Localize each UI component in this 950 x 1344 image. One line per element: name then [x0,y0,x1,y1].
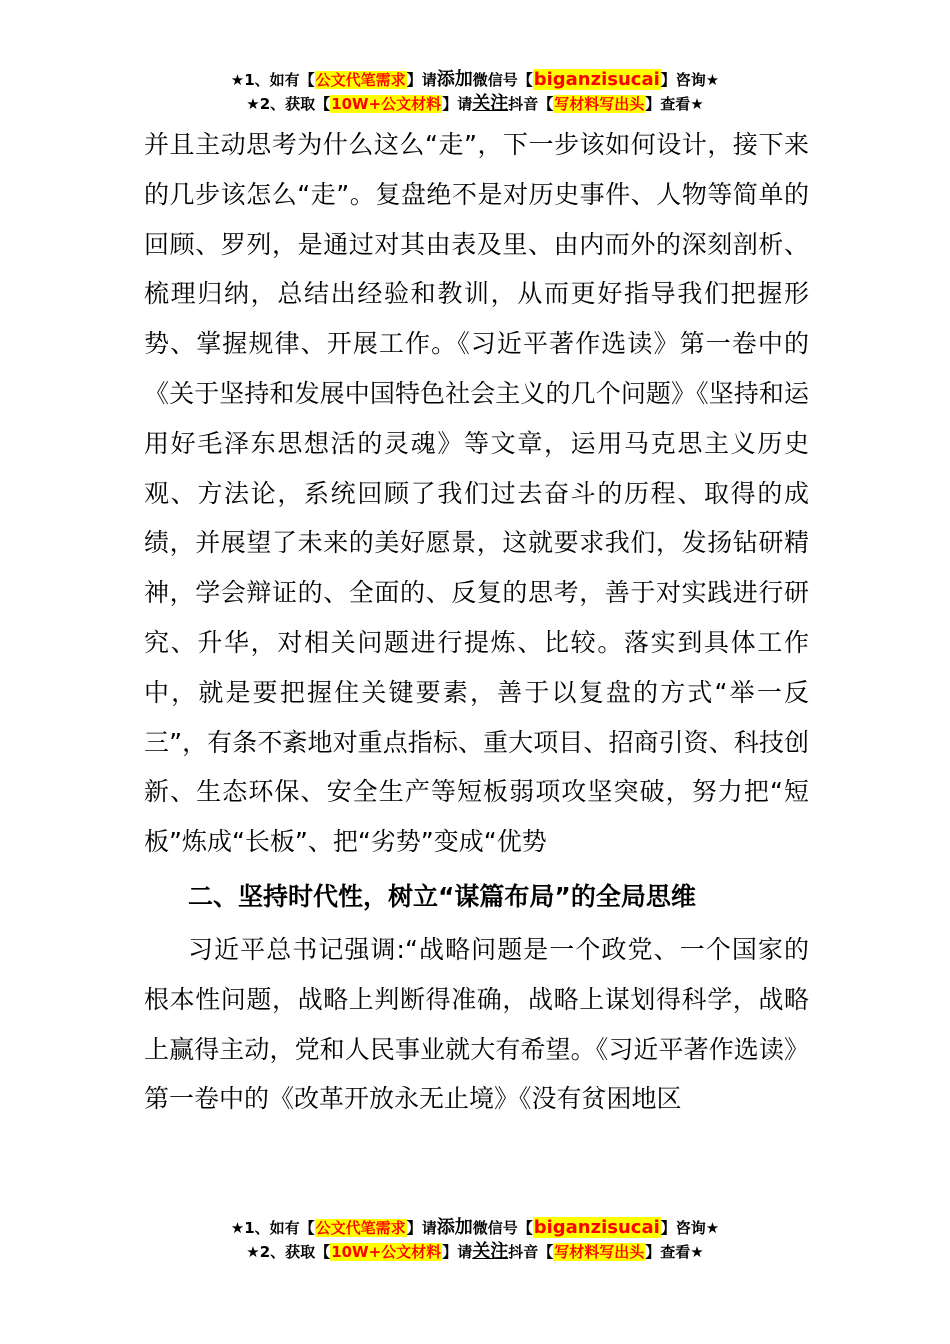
banner-text: 】咨询★ [660,71,720,89]
banner-line-2 [0,92,950,116]
banner-emphasis: 添加 [436,1217,473,1238]
highlight-materials: 10W+公文材料 [331,1243,442,1261]
highlight-wechat-id: biganzisucai [533,69,660,90]
banner-line-1 [0,1216,950,1240]
banner-emphasis: 关注 [472,93,509,114]
section-heading: 二、坚持时代性，树立“谋篇布局”的全局思维 [188,881,696,911]
banner-line-2 [0,1240,950,1264]
banner-text: 】请 [406,71,437,89]
banner-text: 】查看★ [645,1243,704,1261]
banner-text: 抖音【 [508,95,554,113]
document-body [144,120,809,1124]
footer-banner [0,1216,950,1264]
highlight-wechat-id: biganzisucai [533,1217,660,1238]
banner-emphasis: 添加 [436,69,473,90]
body-paragraph: 习近平总书记强调:“战略问题是一个政党、一个国家的根本性问题，战略上判断得准确，战略上谋划得科学，战略上赢得主动，党和人民事业就大有希望。《习近平著作选读》第一卷中的《改革开放永无止境》《没有贫困地区 [144,934,809,1114]
banner-text: 【 [299,1219,315,1237]
highlight-douyin: 写材料写出头 [554,1243,645,1261]
banner-text: 】请 [406,1219,437,1237]
highlight-service: 公文代笔需求 [315,71,406,89]
banner-text: ★1、如有 [230,1219,300,1237]
highlight-materials: 10W+公文材料 [331,95,442,113]
banner-text: 微信号【 [472,71,533,89]
banner-text: ★2、获取【 [246,1243,331,1261]
body-paragraph: 并且主动思考为什么这么“走”，下一步该如何设计，接下来的几步该怎么“走”。复盘绝不是对历史事件、人物等简单的回顾、罗列，是通过对其由表及里、由内而外的深刻剖析、梳理归纳，总结出经验和教训，从而更好指导我们把握形势、掌握规律、开展工作。《习近平著作选读》第一卷中的《关于坚持和发展中国特色社会主义的几个问题》《坚持和运用好毛泽东思想活的灵魂》等文章，运用马克思主义历史观、方法论，系统回顾了我们过去奋斗的历程、取得的成绩，并展望了未来的美好愿景，这就要求我们，发扬钻研精神，学会辩证的、全面的、反复的思考，善于对实践进行研究、升华，对相关问题进行提炼、比较。落实到具体工作中，就是要把握住关键要素，善于以复盘的方式“举一反三”，有条不紊地对重点指标、重大项目、招商引资、科技创新、生态环保、安全生产等短板弱项攻坚突破，努力把“短板”炼成“长板”、把“劣势”变成“优势 [144,130,809,857]
highlight-service: 公文代笔需求 [315,1219,406,1237]
header-banner [0,68,950,116]
banner-line-1 [0,68,950,92]
banner-text: 】咨询★ [660,1219,720,1237]
banner-text: ★1、如有 [230,71,300,89]
banner-text: 】查看★ [645,95,704,113]
highlight-douyin: 写材料写出头 [554,95,645,113]
banner-text: 抖音【 [508,1243,554,1261]
banner-text: 【 [299,71,315,89]
banner-text: 】请 [442,1243,473,1261]
banner-text: 】请 [442,95,473,113]
banner-text: ★2、获取【 [246,95,331,113]
banner-emphasis: 关注 [472,1241,509,1262]
banner-text: 微信号【 [472,1219,533,1237]
